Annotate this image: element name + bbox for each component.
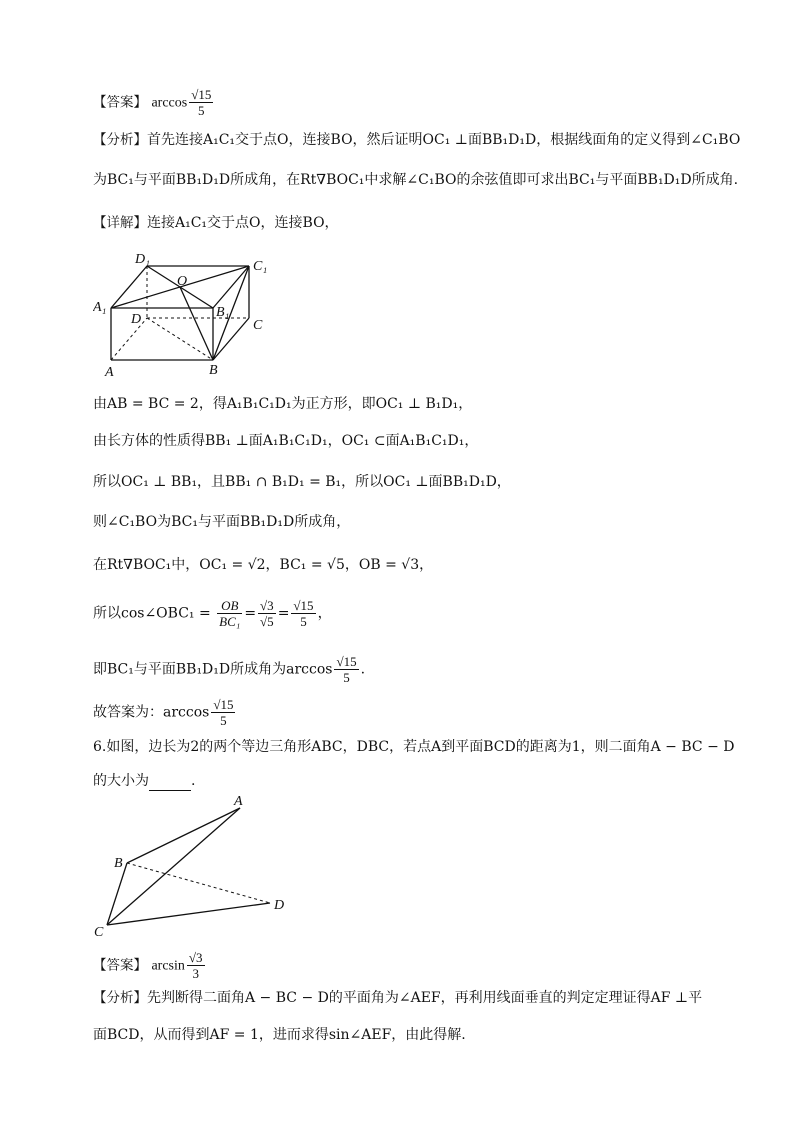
detail-text-3: 所以OC₁ ⊥ BB₁，且BB₁ ∩ B₁D₁ = B₁，所以OC₁ ⊥面BB₁D₁D， [93, 474, 511, 490]
detail-intro: 连接A₁C₁交于点O，连接BO， [147, 215, 339, 231]
cos-f1-den: BC₁ [219, 614, 241, 629]
answer-tag: 【答案】 [93, 94, 147, 111]
answer2-den: 3 [192, 966, 199, 981]
analysis-line-2 [93, 170, 738, 190]
figure-triangles [90, 792, 300, 942]
answer2-tag: 【答案】 [93, 957, 147, 974]
label-B: B [209, 363, 218, 378]
final-den: 5 [220, 713, 227, 728]
cos-f3-num: √15 [293, 598, 314, 613]
label-tri-B: B [114, 856, 123, 871]
detail-text-2: 由长方体的性质得BB₁ ⊥面A₁B₁C₁D₁，OC₁ ⊂面A₁B₁C₁D₁， [93, 433, 479, 449]
analysis2-line-1 [93, 988, 702, 1008]
cos-f2-num: √3 [260, 598, 274, 613]
cos-fraction-1 [217, 598, 242, 629]
answer-denominator: 5 [198, 103, 205, 118]
cos-f3-den: 5 [300, 614, 307, 629]
analysis2-text-2: 面BCD，从而得到AF = 1，进而求得sin∠AEF，由此得解. [93, 1027, 466, 1043]
answer-prefix: arccos [151, 95, 188, 111]
result-prefix: 即BC₁与平面BB₁D₁D所成角为arccos [93, 661, 333, 678]
edge-B-C [213, 318, 249, 360]
hidden-edge-B-D [127, 863, 270, 903]
question6-line-1 [93, 737, 734, 757]
answer-line-1 [93, 87, 215, 118]
label-C: C [253, 318, 263, 333]
question6-text-1: 6.如图，边长为2的两个等边三角形ABC，DBC，若点A到平面BCD的距离为1，则二面角A − BC − D [93, 739, 735, 755]
detail-line-5 [93, 555, 433, 575]
final-prefix: 故答案为：arccos [93, 704, 210, 721]
analysis2-tag: 【分析】 [93, 990, 147, 1006]
result-fraction [334, 654, 358, 685]
analysis2-text-1: 先判断得二面角A − BC − D的平面角为∠AEF，再利用线面垂直的判定定理证得AF ⊥平 [147, 990, 703, 1006]
question6-text-2: 的大小为 [93, 773, 149, 789]
detail-text-4: 则∠C₁BO为BC₁与平面BB₁D₁D所成角， [93, 514, 351, 530]
label-D: D [131, 312, 142, 327]
cos-f1-num: OB [217, 598, 242, 614]
analysis-text-2: 为BC₁与平面BB₁D₁D所成角，在Rt∇BOC₁中求解∠C₁BO的余弦值即可求出BC₁与平面BB₁D₁D所成角. [93, 172, 739, 188]
answer2-prefix: arcsin [151, 958, 185, 974]
answer2-num: √3 [188, 950, 203, 965]
edge-C-A [107, 808, 240, 925]
result-suffix: . [360, 661, 366, 678]
figure-cuboid [93, 250, 283, 380]
label-D1: D₁ [135, 252, 150, 267]
label-B1: B₁ [216, 305, 230, 320]
cos-suffix: ， [317, 605, 332, 622]
detail-final-line [93, 697, 237, 728]
question6-line-2: 的大小为 . [93, 773, 196, 789]
detail-tag: 【详解】 [93, 215, 147, 231]
answer-fraction [189, 87, 213, 118]
answer2-fraction [187, 950, 205, 981]
label-tri-A: A [234, 794, 243, 809]
detail-line-1 [93, 394, 472, 414]
cos-fraction-2 [258, 598, 276, 629]
edge-B-A [127, 808, 240, 863]
answer-line-2 [93, 950, 207, 981]
analysis-line-1 [93, 130, 740, 150]
answer-numerator: √15 [191, 87, 212, 102]
result-den: 5 [343, 670, 350, 685]
cos-prefix: 所以cos∠OBC₁ = [93, 605, 211, 622]
analysis-tag: 【分析】 [93, 132, 147, 148]
answer-blank [149, 776, 191, 791]
label-O: O [177, 274, 188, 289]
detail-line-intro [93, 213, 339, 233]
detail-line-2 [93, 431, 478, 451]
detail-text-1: 由AB = BC = 2，得A₁B₁C₁D₁为正方形，即OC₁ ⊥ B₁D₁， [93, 396, 473, 412]
cos-f2-den: √5 [260, 614, 274, 629]
detail-text-5: 在Rt∇BOC₁中，OC₁ = √2，BC₁ = √5，OB = √3， [93, 557, 434, 573]
label-A: A [105, 365, 114, 380]
edge-C-D [107, 903, 270, 925]
detail-result-line [93, 654, 365, 685]
label-tri-D: D [274, 898, 285, 913]
detail-cos-line: 所以cos∠OBC₁ = $\frac{OB}{\text{BC₁}}$ = $\frac{√3}{√5}$ = $\frac{√15}{5}$ ， [93, 598, 332, 629]
edge-A1-D1 [111, 266, 147, 308]
label-A1: A₁ [93, 300, 107, 315]
edge-C1-B1 [213, 266, 249, 308]
final-fraction [211, 697, 235, 728]
hidden-edge-A-D [111, 318, 147, 360]
analysis-text-1: 首先连接A₁C₁交于点O，连接BO，然后证明OC₁ ⊥面BB₁D₁D，根据线面角的定义得到∠C₁BO [147, 132, 741, 148]
final-num: √15 [213, 697, 234, 712]
cos-fraction-3 [291, 598, 315, 629]
label-tri-C: C [94, 925, 104, 940]
detail-line-4 [93, 512, 350, 532]
result-num: √15 [336, 654, 357, 669]
analysis2-line-2 [93, 1025, 466, 1045]
detail-line-3 [93, 472, 511, 492]
label-C1: C₁ [253, 259, 268, 274]
